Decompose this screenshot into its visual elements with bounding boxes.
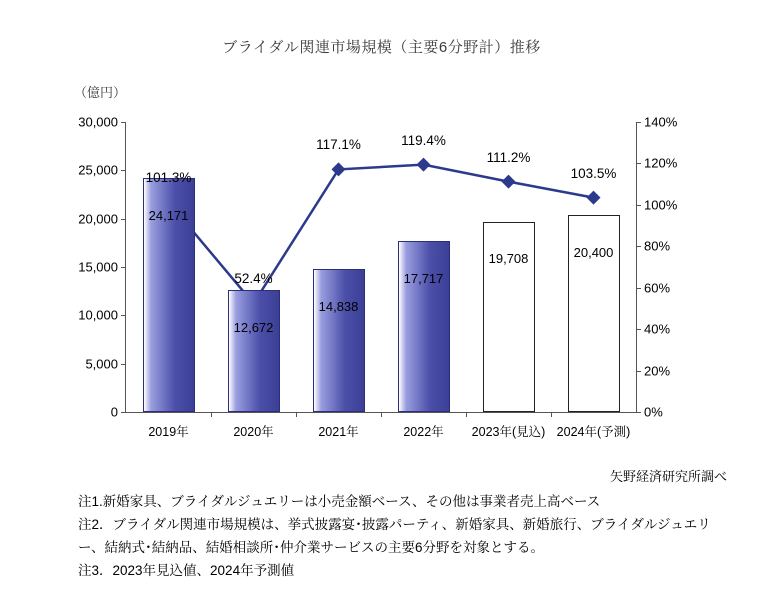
y-axis-left-tick-label: 10,000	[78, 307, 118, 323]
percent-data-label: 52.4%	[234, 271, 273, 287]
note-3: 注3．2023年見込値、2024年予測値	[78, 563, 295, 578]
y-axis-right-tick-label: 60%	[644, 280, 671, 296]
y-axis-right-tick-label: 80%	[644, 238, 671, 254]
y-axis-left-tickmark	[121, 122, 126, 123]
y-axis-left-tick-label: 30,000	[78, 114, 118, 130]
bar-value-label: 19,708	[488, 251, 529, 267]
bar-value-label: 12,672	[233, 319, 274, 335]
y-axis-right-tickmark	[636, 412, 641, 413]
note-1: 注1.新婚家具、ブライダルジュエリーは小売金額ベース、その他は事業者売上高ベース	[78, 494, 601, 509]
bar-value-label: 14,838	[318, 298, 359, 314]
y-axis-right-tick-label: 140%	[644, 114, 678, 130]
y-axis-right-tickmark	[636, 205, 641, 206]
x-axis-label: 2019年	[148, 425, 189, 439]
x-axis-label: 2020年	[233, 425, 274, 439]
bar	[398, 241, 450, 412]
percent-data-label: 119.4%	[401, 132, 446, 148]
y-axis-left-tickmark	[121, 364, 126, 365]
y-axis-unit-label: （億円）	[74, 85, 127, 100]
percent-data-label: 101.3%	[145, 170, 192, 186]
x-axis-label: 2024年(予測)	[556, 425, 631, 439]
y-axis-right-tickmark	[636, 371, 641, 372]
notes-block	[78, 490, 728, 582]
y-axis-right-tickmark	[636, 246, 641, 247]
line-marker	[332, 162, 346, 176]
x-axis-label: 2021年	[318, 425, 359, 439]
x-axis-label: 2022年	[403, 425, 444, 439]
plot-area	[78, 114, 678, 439]
y-axis-right-tickmark	[636, 122, 641, 123]
bar	[483, 222, 535, 413]
y-axis-left-tick-label: 25,000	[78, 162, 118, 178]
bar-value-label: 17,717	[403, 270, 444, 286]
line-marker	[587, 191, 601, 205]
y-axis-right-tickmark	[636, 288, 641, 289]
x-axis-tickmark	[211, 412, 212, 417]
y-axis-left-tickmark	[121, 315, 126, 316]
x-axis-tickmark	[381, 412, 382, 417]
trend-line-series	[126, 122, 636, 412]
y-axis-left-tick-label: 20,000	[78, 211, 118, 227]
percent-data-label: 111.2%	[486, 149, 531, 165]
source-note: 矢野経済研究所調べ	[609, 469, 727, 484]
line-marker	[417, 158, 431, 172]
note-2: 注2．ブライダル関連市場規模は、挙式披露宴･披露パーティ、新婚家具、新婚旅行、ブライダルジュエリー、結納式･結納品、結婚相談所･仲介業サービスの主要6分野を対象とする。	[78, 517, 711, 555]
y-axis-left-tickmark	[121, 412, 126, 413]
y-axis-right-tick-label: 120%	[644, 155, 678, 171]
y-axis-left-tickmark	[121, 267, 126, 268]
y-axis-left-tickmark	[121, 219, 126, 220]
chart-title: ブライダル関連市場規模（主要6分野計）推移	[222, 39, 541, 56]
x-axis-tickmark	[551, 412, 552, 417]
y-axis-right-tick-label: 20%	[644, 363, 671, 379]
y-axis-left-tick-label: 0	[110, 404, 118, 420]
y-axis-right-tickmark	[636, 329, 641, 330]
x-axis-tickmark	[466, 412, 467, 417]
y-axis-left-tickmark	[121, 170, 126, 171]
bar	[313, 269, 365, 412]
percent-data-label: 117.1%	[316, 137, 361, 153]
y-axis-left-tick-label: 5,000	[85, 356, 118, 372]
y-axis-left-tick-label: 15,000	[78, 259, 118, 275]
percent-data-label: 103.5%	[570, 165, 617, 181]
y-axis-right-tick-label: 100%	[644, 197, 678, 213]
x-axis-tickmark	[296, 412, 297, 417]
y-axis-right-tick-label: 0%	[644, 404, 663, 420]
x-axis-label: 2023年(見込)	[471, 425, 546, 439]
y-axis-right-tick-label: 40%	[644, 321, 671, 337]
y-axis-right-tickmark	[636, 163, 641, 164]
bar-value-label: 20,400	[573, 244, 614, 260]
bar-value-label: 24,171	[148, 208, 189, 224]
bar	[228, 290, 280, 412]
line-marker	[502, 175, 516, 189]
